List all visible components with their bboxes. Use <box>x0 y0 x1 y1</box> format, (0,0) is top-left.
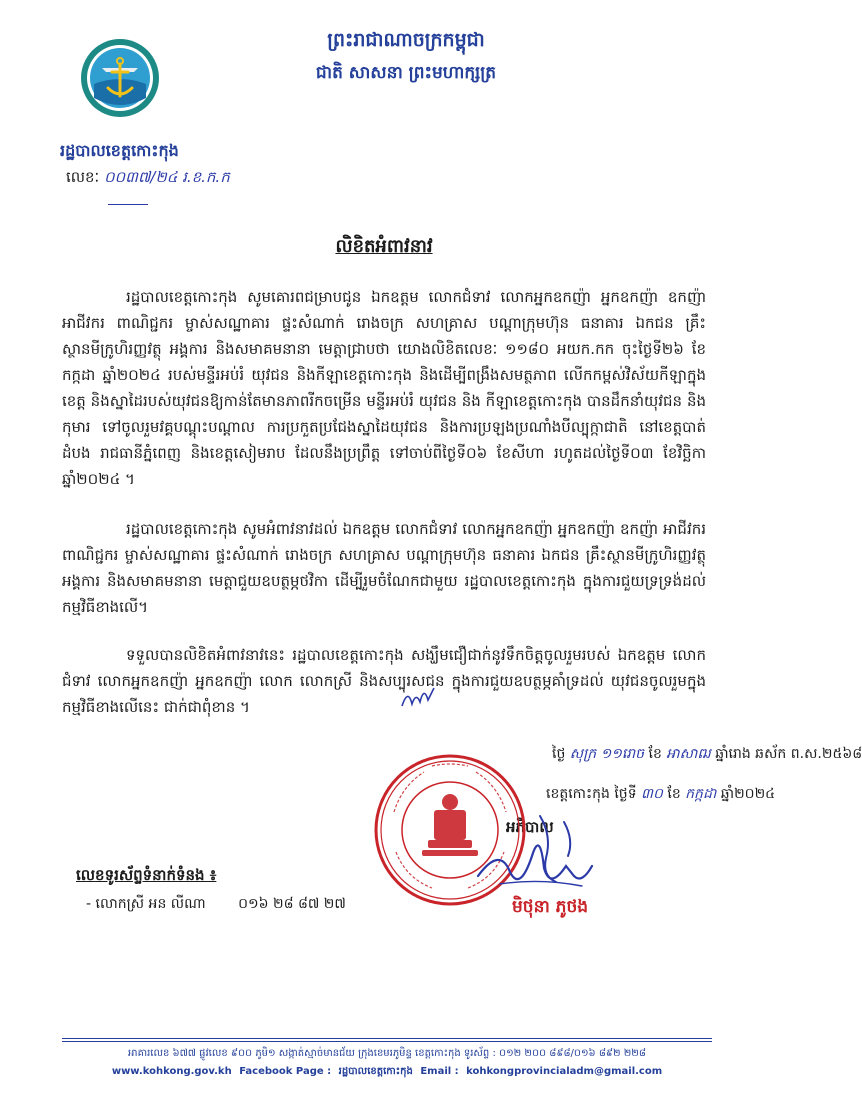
footer-divider <box>62 1038 712 1039</box>
reference-underline <box>108 204 148 205</box>
footer-facebook: រដ្ឋបាលខេត្តកោះកុង <box>338 1066 413 1077</box>
footer-email-label: Email : <box>420 1066 459 1077</box>
footer-facebook-label: Facebook Page : <box>239 1066 332 1077</box>
solar-month-value: កក្កដា <box>685 786 717 802</box>
contact-phone: ០១៦ ២៨ ៨៧ ២៧ <box>238 896 346 912</box>
footer-links <box>62 1064 712 1080</box>
signatory-title: អភិបាល <box>506 818 554 836</box>
signatory-name: មិថុនា ភូថង <box>512 897 589 917</box>
solar-month-label: ខែ <box>667 786 681 802</box>
footer-divider-thin <box>62 1041 712 1042</box>
solar-day-value: ៣០ <box>641 786 663 802</box>
footer-address: អាគារលេខ ៦៧៧ ផ្លូវលេខ ៩០០ ភូមិ១ សង្កាត់ស្មាច់មានជ័យ ក្រុងខេមរភូមិន្ទ ខេត្តកោះកុង ទូរស័ព្ទ : ០១២ ២០០ ៨៩៨/០១៦ ៨៩២ ២២៨ <box>128 1048 646 1059</box>
governor-signature <box>470 806 600 896</box>
body-paragraph-2: រដ្ឋបាលខេត្តកោះកុង សូមអំពាវនាវដល់ ឯកឧត្តម លោកជំទាវ លោកអ្នកឧកញ៉ា អ្នកឧកញ៉ា ឧកញ៉ា អាជីវករ ពាណិជ្ជករ ម្ចាស់សណ្ឋាគារ ផ្ទះសំណាក់ រោងចក្រ សហគ្រាស បណ្តាក្រុមហ៊ុន ធនាគារ ឯកជន គ្រឹះស្ថានមីក្រូហិរញ្ញវត្ថុ អង្គការ និងសមាគមនានា មេត្តាជួយឧបត្ថម្ភថវិកា ដើម្បីរួមចំណែកជាមួយ រដ្ឋបាលខេត្តកោះកុង ក្នុងការជួយទ្រទ្រង់ដល់កម្មវិធីខាងលើ។ <box>62 520 706 616</box>
lunar-month-value: អាសាឍ <box>666 746 711 762</box>
footer-email: kohkongprovincialadm@gmail.com <box>466 1066 663 1077</box>
solar-year: ឆ្នាំ២០២៤ <box>720 786 776 802</box>
contact-person: - លោកស្រី អន លីណា <box>86 896 206 912</box>
contact-line <box>86 894 386 918</box>
kingdom-heading: ព្រះរាជាណាចក្រកម្ពុជា <box>327 29 485 51</box>
footer-website: www.kohkong.gov.kh <box>111 1066 232 1077</box>
lunar-day-label: ថ្ងៃ <box>552 746 566 762</box>
lunar-date-line <box>552 744 862 770</box>
sender-organization: រដ្ឋបាលខេត្តកោះកុង <box>60 141 179 160</box>
reference-number <box>66 168 296 194</box>
national-motto: ជាតិ សាសនា ព្រះមហាក្សត្រ <box>315 63 497 83</box>
lunar-day-value: សុក្រ ១១រោច <box>569 746 645 762</box>
contact-heading: លេខទូរស័ព្ទទំនាក់ទំនង ៖ <box>76 866 217 884</box>
lunar-year: ឆ្នាំរោង ឆស័ក ព.ស.២៥៦៨ <box>715 746 862 762</box>
body-paragraph-1: រដ្ឋបាលខេត្តកោះកុង សូមគោរពជម្រាបជូន ឯកឧត្តម លោកជំទាវ លោកអ្នកឧកញ៉ា អ្នកឧកញ៉ា ឧកញ៉ា អាជីវករ ពាណិជ្ជករ ម្ចាស់សណ្ឋាគារ ផ្ទះសំណាក់ រោងចក្រ សហគ្រាស បណ្តាក្រុមហ៊ុន ធនាគារ ឯកជន គ្រឹះស្ថានមីក្រូហិរញ្ញវត្ថុ អង្គការ និងសមាគមនានា មេត្តាជ្រាបថា យោងលិខិតលេខៈ ១១៨០ អយក.កក ចុះថ្ងៃទី២៦ ខែកក្កដា ឆ្នាំ២០២៤ របស់មន្ទីរអប់រំ យុវជន និងកីឡាខេត្តកោះកុង និងដើម្បីពង្រឹងសមត្ថភាព លើកកម្ពស់វិស័យកីឡាក្នុងខេត្ត និងស្នាដៃរបស់យុវជនឱ្យកាន់តែមានភាពរីកចម្រើន មន្ទីរអប់រំ យុវជន និង កីឡាខេត្តកោះកុង បានដឹកនាំយុវជន និងកុមារ ទៅចូលរួមវគ្គបណ្តុះបណ្តាល ការប្រកួតប្រជែងស្នាដៃយុវជន និងការប្រឡងប្រណាំងបីល្បុក្កាជាតិ នៅខេត្តបាត់ដំបង រាជធានីភ្នំពេញ និងខេត្តសៀមរាប ដែលនឹងប្រព្រឹត្ត ទៅចាប់ពីថ្ងៃទី០៦ ខែសីហា រហូតដល់ថ្ងៃទី០៣ ខែវិច្ឆិកា ឆ្នាំ២០២៤ ។ <box>62 288 706 488</box>
lunar-month-label: ខែ <box>648 746 662 762</box>
provincial-logo <box>80 38 160 118</box>
reference-value: ០០៣៧/២៤ រ.ខ.ក.ក <box>103 168 230 186</box>
solar-place-day-label: ខេត្តកោះកុង ថ្ងៃទី <box>546 786 637 802</box>
reference-label: លេខៈ <box>66 168 100 186</box>
body-paragraph-3: ទទួលបានលិខិតអំពាវនាវនេះ រដ្ឋបាលខេត្តកោះកុង សង្ឃឹមជឿជាក់នូវទឹកចិត្តចូលរួមរបស់ ឯកឧត្តម លោកជំទាវ លោកអ្នកឧកញ៉ា អ្នកឧកញ៉ា លោក លោកស្រី និងសប្បុរសជន ក្នុងការជួយឧបត្ថម្ភគាំទ្រដល់ យុវជនចូលរួមក្នុងកម្មវិធីខាងលើនេះ ជាក់ជាពុំខាន ។ <box>62 646 706 716</box>
handwritten-initials <box>398 684 438 714</box>
letter-title: លិខិតអំពាវនាវ <box>335 236 433 257</box>
